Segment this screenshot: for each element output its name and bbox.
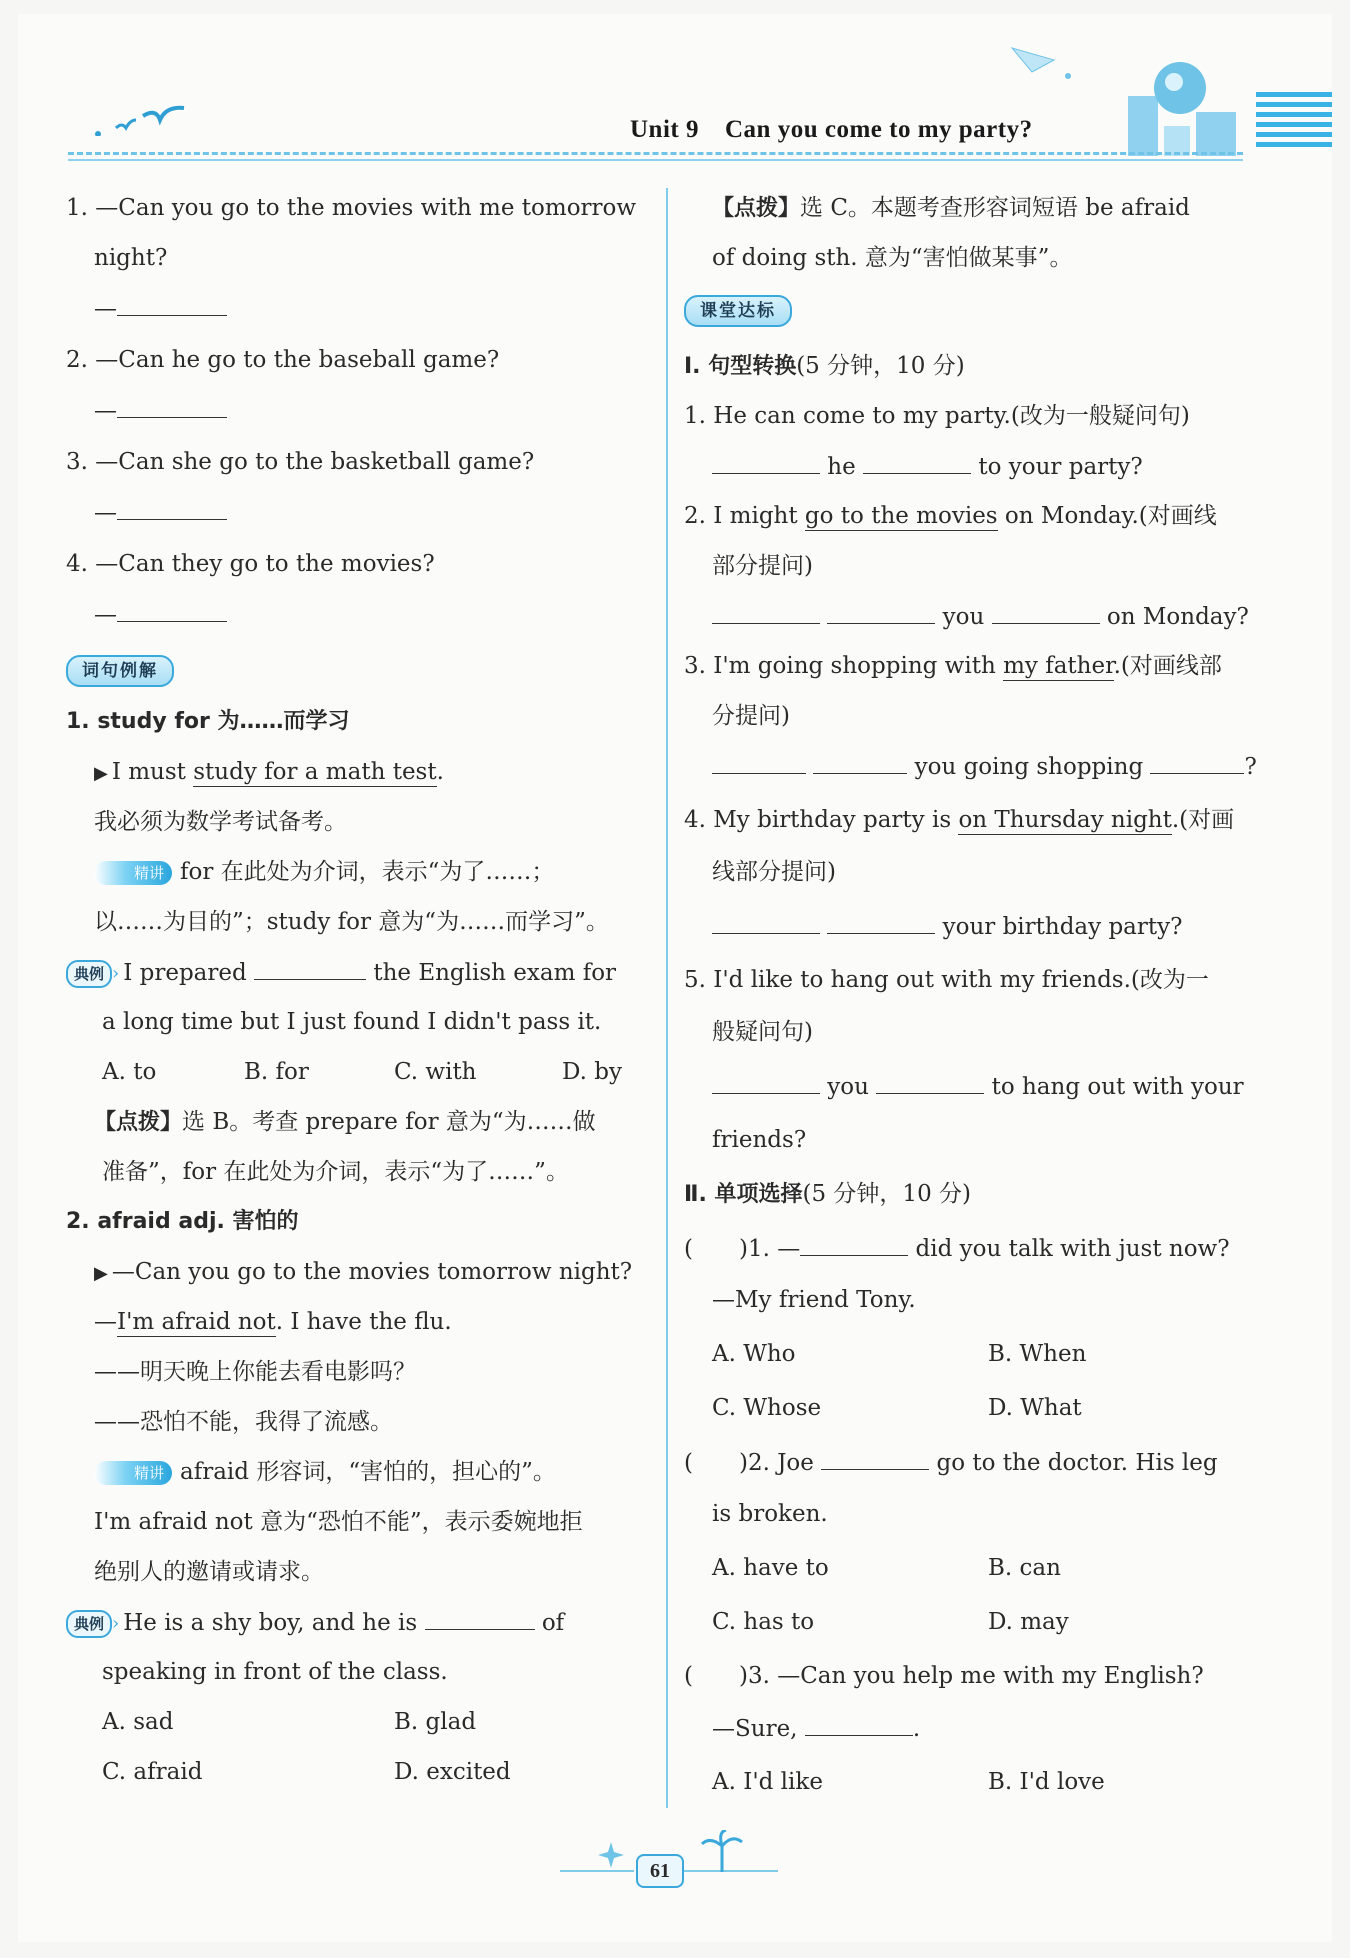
triangle-bullet-icon: ▶ [94,763,108,784]
dianli-badge: 典例 [66,1610,112,1638]
question-3: 3. —Can she go to the basketball game? [66,449,535,475]
triangle-bullet-icon: ▶ [94,1263,108,1284]
item-2-exercise: 典例 › He is a shy boy, and he is of [66,1607,564,1639]
birds-icon [88,96,198,136]
answer-line[interactable]: he to your party? [712,451,1143,482]
paper-plane-icon [1010,42,1080,82]
answer-line[interactable]: — [94,395,227,426]
answer-line[interactable]: — [94,497,227,528]
dianli-badge: 典例 [66,960,112,988]
answer-line[interactable]: you to hang out with your [712,1071,1244,1102]
section-tag-vocab: 词句例解 [66,655,174,687]
star-decoration-icon [596,1840,626,1870]
dianbo-note: 【点拨】选 C。本题考查形容词短语 be afraid [712,195,1190,221]
column-divider [666,188,668,1808]
arrow-right-icon: › [112,1613,120,1634]
item-2-title: 2. afraid adj. 害怕的 [66,1209,299,1234]
answer-line[interactable]: — [94,293,227,324]
transform-q5: 5. I'd like to hang out with my friends.(改为一 [684,967,1209,993]
item-1-title: 1. study for 为……而学习 [66,709,350,734]
header-divider [68,152,1243,155]
jingjiang-badge: 精讲 [94,1461,172,1485]
item-1-dianbo: 【点拨】选 B。考查 prepare for 意为“为……做 [94,1109,596,1135]
answer-line[interactable]: you going shopping ? [712,751,1257,782]
answer-line[interactable]: — [94,599,227,630]
item-1-exercise: 典例 › I prepared the English exam for [66,957,616,989]
item-2-example: ▶ —Can you go to the movies tomorrow night? [94,1259,633,1285]
jingjiang-badge: 精讲 [94,861,172,885]
globe-illustration-icon [1110,56,1260,160]
page-number: 61 [636,1854,684,1888]
section-tag-classwork: 课堂达标 [684,295,792,327]
transform-q1: 1. He can come to my party.(改为一般疑问句) [684,403,1190,429]
answer-line[interactable]: you on Monday? [712,601,1249,632]
mc-question-3: ( )3. —Can you help me with my English? [684,1663,1204,1689]
transform-q3: 3. I'm going shopping with my father.(对画线部 [684,653,1222,679]
section-2-title: Ⅱ. 单项选择(5 分钟，10 分) [684,1181,971,1207]
question-1: 1. —Can you go to the movies with me tomorrow [66,195,637,221]
mc-question-2: ( )2. Joe go to the doctor. His leg [684,1447,1218,1478]
header-stripes [1256,92,1332,160]
transform-q4: 4. My birthday party is on Thursday night.(对画 [684,807,1235,833]
item-2-explanation: 精讲 afraid 形容词，“害怕的，担心的”。 [94,1457,556,1487]
item-1-explanation: 精讲 for 在此处为介词，表示“为了……； [94,857,554,887]
question-4: 4. —Can they go to the movies? [66,551,435,577]
transform-q2: 2. I might go to the movies on Monday.(对画线 [684,503,1217,529]
arrow-right-icon: › [112,963,120,984]
section-1-title: Ⅰ. 句型转换(5 分钟，10 分) [684,353,965,379]
mc-question-1: ( )1. — did you talk with just now? [684,1233,1230,1264]
item-1-example: ▶ I must study for a math test. [94,759,444,785]
answer-line[interactable]: your birthday party? [712,911,1182,942]
page-title: Unit 9 Can you come to my party? [630,116,1033,143]
question-2: 2. —Can he go to the baseball game? [66,347,500,373]
palm-tree-icon [700,1830,744,1874]
